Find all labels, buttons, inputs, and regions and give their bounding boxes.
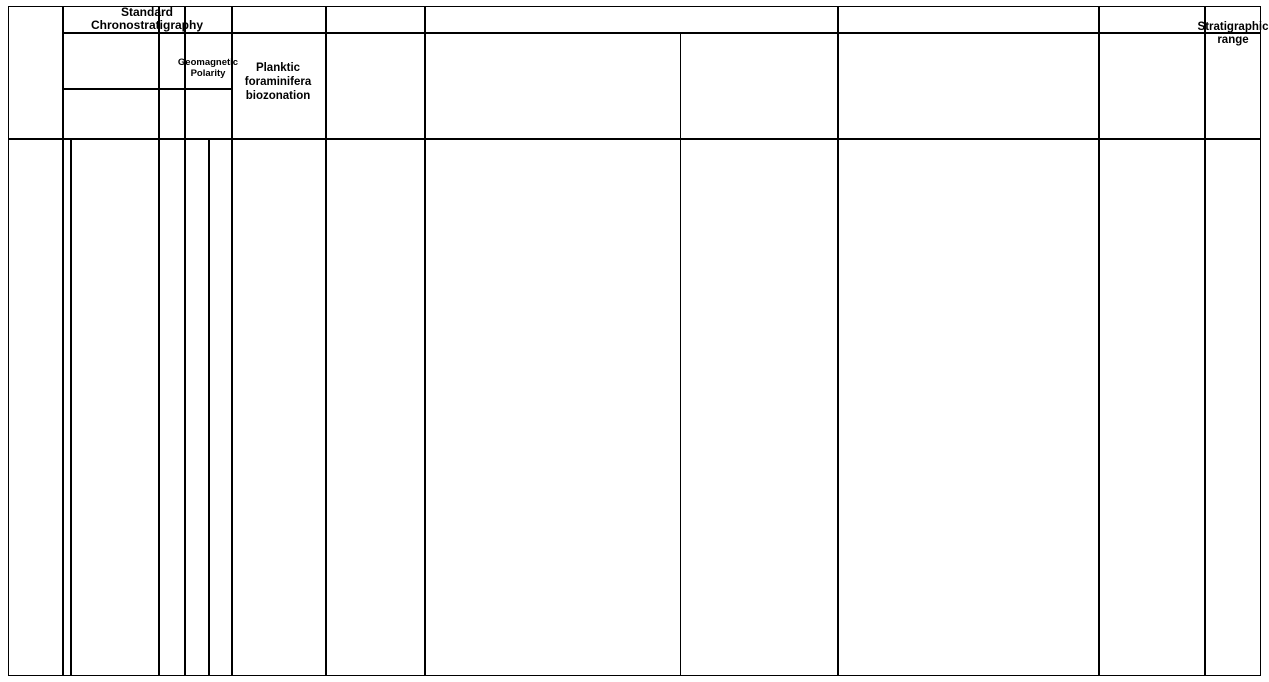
geomagnetic-polarity-header: [177, 48, 239, 88]
col-sep: [424, 6, 426, 676]
col-sep: [184, 6, 186, 676]
figure-frame: [8, 6, 1261, 676]
col-sep: [325, 6, 327, 676]
stage-header: [94, 90, 156, 136]
col-sep: [837, 6, 839, 676]
col-sep: [208, 138, 210, 676]
geomagnetic-polarity-header-text: Geomagnetic Polarity: [177, 57, 239, 79]
age-unit: [10, 122, 60, 136]
planktic-foraminifera-header: [840, 8, 1096, 30]
biozonation-header-text: Planktic foraminifera biozonation: [244, 62, 312, 102]
stratigraphic-range-header: [1197, 14, 1269, 54]
chronostratigraphy-header-text: Standard Chronostratigraphy: [90, 5, 203, 32]
rudists-header-2: [1101, 8, 1202, 30]
stratigraphic-range-header-text: Stratigraphic range: [1197, 21, 1269, 46]
header-sep: [8, 138, 1261, 140]
col-sep: [70, 138, 72, 676]
chronostratigraphy-header: [64, 6, 230, 32]
substage-header: [160, 90, 182, 136]
epoch-header: [64, 90, 92, 136]
biozonation-header: [233, 52, 323, 112]
age-header: [10, 14, 60, 34]
col-sep: [1204, 6, 1206, 676]
col-sep: [680, 32, 681, 676]
rudists-header-1: [427, 8, 835, 30]
col-sep: [1098, 6, 1100, 676]
header-sep: [62, 32, 1261, 34]
